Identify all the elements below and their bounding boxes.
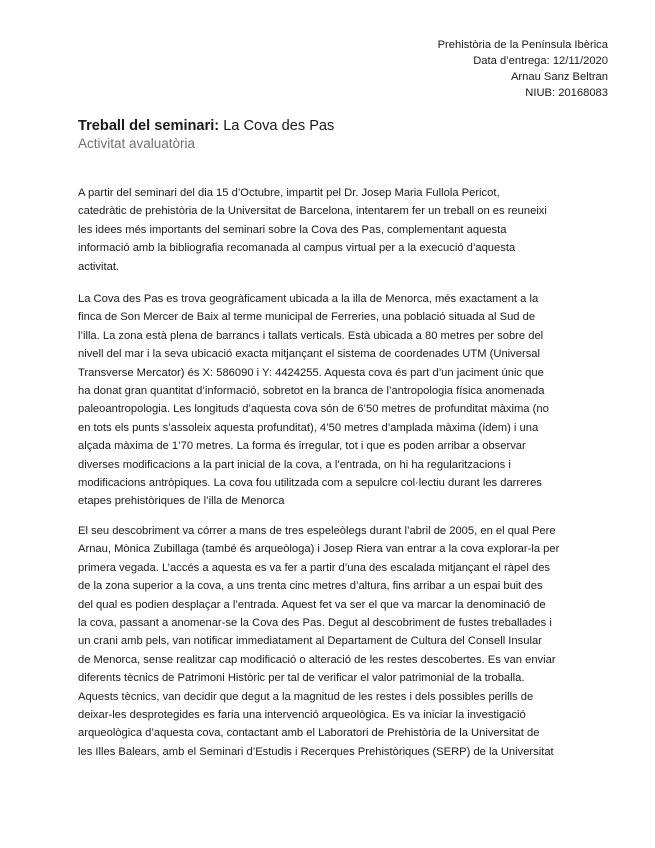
paragraph-line: activitat. [78, 260, 120, 273]
title-bold-part: Treball del seminari: [78, 118, 220, 134]
paragraph-line: La Cova des Pas es trova geogràficament ubicada a la illa de Menorca, més exactament a la [78, 293, 539, 305]
paragraph-1 [78, 184, 578, 276]
paragraph-line: de la zona superior a la cova, a uns trenta cinc metres d’altura, fins arribar a un espai buit des [78, 580, 543, 593]
due-date: Data d’entrega: 12/11/2020 [473, 55, 608, 67]
paragraph-line: alçada màxima de 1’70 metres. La forma és irregular, tot i que es poden arribar a observar [78, 440, 526, 453]
paragraph-line: l’illa. La zona està plena de barrancs i tallats verticals. Està ubicada a 80 metres per sobre del [78, 329, 544, 342]
student-id: NIUB: 20168083 [525, 87, 608, 99]
document-header [438, 37, 608, 101]
paragraph-line: del qual es podien desplaçar a l’entrada. Aquest fet va ser el que va marcar la denominació de [78, 598, 546, 611]
title-rest: La Cova des Pas [219, 118, 335, 134]
paragraph-3 [78, 522, 578, 761]
paragraph-line: A partir del seminari del dia 15 d’Octubre, impartit pel Dr. Josep Maria Fullola Pericot, [78, 187, 500, 199]
author-name: Arnau Sanz Beltran [510, 71, 608, 83]
paragraph-line: catedràtic de prehistòria de la Universitat de Barcelona, intentarem fer un treball on es reuneixi [78, 205, 547, 218]
paragraph-2 [78, 290, 578, 511]
paragraph-line: Aquests tècnics, van decidir que degut a la magnitud de les restes i dels possibles perills de [78, 690, 534, 703]
course-name: Prehistòria de la Península Ibèrica [437, 39, 608, 51]
paragraph-line: informació amb la bibliografia recomanada al campus virtual per a la execució d’aquesta [78, 242, 516, 255]
paragraph-line: primera vegada. L’accés a aquesta es va fer a partir d’una des escalada mitjançant el ràpel des [78, 561, 551, 574]
paragraph-line: les Illes Balears, amb el Seminari d’Estudis i Recerques Prehistòriques (SERP) de la Universitat [78, 745, 554, 758]
paragraph-line: la cova, passant a anomenar-se la Cova des Pas. Degut al descobriment de fustes treballades i [78, 617, 552, 630]
paragraph-line: paleoantropologia. Les longituds d’aquesta cova són de 6’50 metres de profunditat màxima (no [78, 403, 549, 416]
paragraph-line: ha donat gran quantitat d’informació, sobretot en la branca de l’antropologia física anomenada [78, 385, 545, 398]
paragraph-line: un crani amb pels, van notificar immediatament al Departament de Cultura del Consell Insular [78, 635, 542, 648]
paragraph-line: en tots els punts s’assoleix aquesta profunditat), 4’50 metres d’amplada màxima (ídem) i una [78, 421, 539, 434]
paragraph-line: diferents tècnics de Patrimoni Històric per tal de verificar el valor patrimonial de la troballa. [78, 672, 525, 685]
paragraph-line: etapes prehistòriques de l’illa de Menorca [78, 495, 285, 508]
paragraph-line: Arnau, Mònica Zubillaga (també és arqueòloga) i Josep Riera van entrar a la cova explorar-la per [78, 543, 560, 556]
paragraph-line: arqueològica d’aquesta cova, contactant amb el Laboratori de Prehistòria de la Universitat de [78, 727, 540, 740]
paragraph-line: El seu descobriment va córrer a mans de tres espeleòlegs durant l’abril de 2005, en el qual Pere [78, 525, 556, 537]
paragraph-line: modificacions antròpiques. La cova fou utilitzada com a sepulcre col·lectiu durant les darreres [78, 477, 542, 490]
paragraph-line: deixar-les desprotegides es faria una intervenció arqueològica. Es va iniciar la investigació [78, 709, 526, 722]
document-title [78, 117, 334, 135]
paragraph-line: nivell del mar i la seva ubicació exacta mitjançant el sistema de coordenades UTM (Universal [78, 348, 540, 361]
paragraph-line: finca de Son Mercer de Baix al terme municipal de Ferreries, una població situada al Sud de [78, 311, 536, 324]
paragraph-line: Transverse Mercator) és X: 586090 i Y: 4424255. Aquesta cova és part d’un jaciment únic que [78, 366, 544, 379]
paragraph-line: les idees més importants del seminari sobre la Cova des Pas, complementant aquesta [78, 223, 507, 236]
document-subtitle: Activitat avaluatòria [78, 136, 196, 151]
paragraph-line: de Menorca, sense realitzar cap modificació o alteració de les restes descobertes. Es van enviar [78, 653, 556, 666]
title-block [78, 117, 334, 153]
paragraph-line: diverses modificacions a la part inicial de la cova, a l’entrada, on hi ha regularitzacions i [78, 458, 511, 471]
